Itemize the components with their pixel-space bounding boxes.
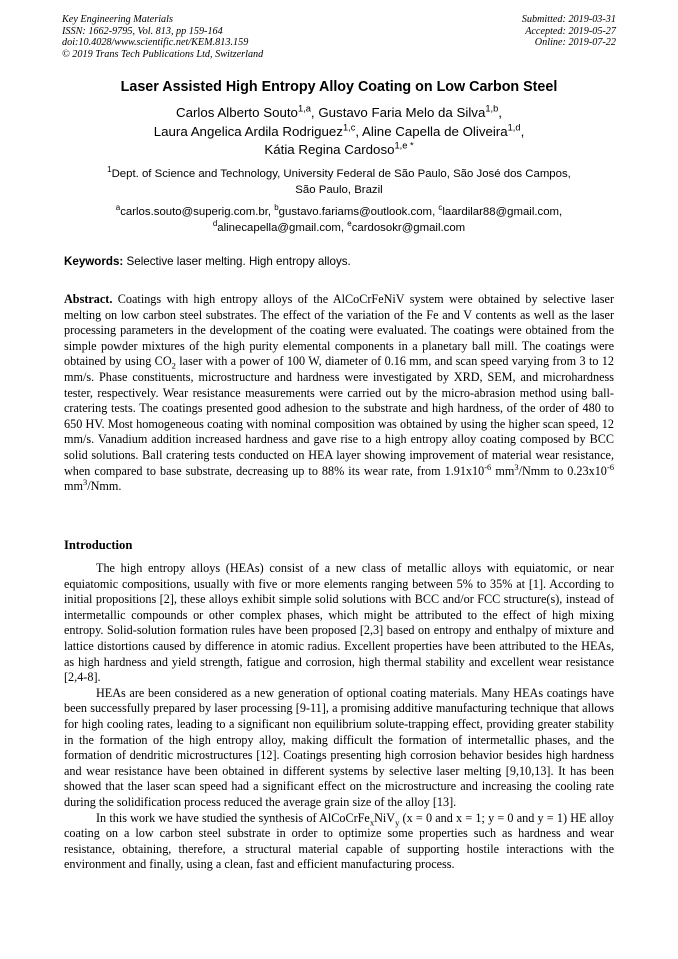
affiliation-mark: 1	[107, 165, 112, 175]
subscript: x	[369, 816, 375, 827]
email-link[interactable]: alinecapella@gmail.com	[217, 221, 341, 234]
author-affiliation-mark: 1,c	[342, 122, 356, 133]
online-date: Online: 2019-07-22	[534, 37, 616, 49]
paragraph-text: NiV	[374, 810, 396, 825]
author-name: Laura Angelica Ardila Rodriguez	[153, 123, 343, 139]
email-mark: d	[212, 218, 218, 228]
email-mark: a	[115, 203, 121, 213]
keywords-label: Keywords:	[64, 255, 124, 268]
doi-line: doi:10.4028/www.scientific.net/KEM.813.159	[62, 37, 249, 49]
author-name: Gustavo Faria Melo da Silva	[318, 105, 486, 120]
author-separator: ,	[498, 105, 502, 120]
affiliation-line: Dept. of Science and Technology, University Federal de São Paulo, São José dos Campos,	[111, 168, 571, 180]
abstract-text: /Nmm.	[87, 479, 122, 494]
paragraph	[64, 811, 614, 873]
paragraph: The high entropy alloys (HEAs) consist of a new class of metallic alloys with equiatomic, or near equiatomic compositions, usually with five or more elements ranging between 5% to 35% at [1]. According to initial propositions [2], these alloys exhibit simple solid solutions with BCC and/or FCC structure(s), instead of intermetallic compounds or other complex phases, which might be attributed to the effect of high mixing entropy. Solid-solution formation rules have been proposed [2,3] based on entropy and enthalpy of mixture and lattice distortions caused by difference in atomic radius. Excellent properties have been attributed to the HEAs, as high hardness and yield strength, fatigue and corrosion, high thermal stability and excellent wear resistance [2,4-8].	[64, 561, 614, 685]
email-link[interactable]: gustavo.fariams@outlook.com	[278, 206, 433, 218]
exponent: 3	[82, 477, 88, 488]
email-link[interactable]: cardosokr@gmail.com	[351, 221, 466, 234]
abstract-text: mm	[491, 463, 515, 478]
introduction-body	[64, 561, 614, 873]
issn-line: ISSN: 1662-9795, Vol. 813, pp 159-164	[62, 25, 223, 37]
author-affiliation-mark: 1,e *	[394, 140, 414, 151]
subscript: 2	[171, 360, 176, 371]
paper-title: Laser Assisted High Entropy Alloy Coating on Low Carbon Steel	[120, 79, 558, 95]
dates-header	[522, 14, 616, 49]
email-list: $^a$carlos.souto@superig.com.br, $^b$gustavo.fariams@outlook.com, $^c$laardilar88@gmail.com, $^d$alinecapella@gmail.com, $^e$cardosokr@gmail.com	[115, 203, 563, 234]
abstract-label: Abstract.	[64, 292, 113, 306]
author-name: Kátia Regina Cardoso	[264, 142, 395, 157]
email-link[interactable]: laardilar88@gmail.com	[442, 206, 560, 218]
journal-name: Key Engineering Materials	[62, 14, 173, 25]
accepted-date: Accepted: 2019-05-27	[525, 25, 616, 37]
paragraph-text: In this work we have studied the synthesis of AlCoCrFe	[96, 810, 370, 825]
submitted-date: Submitted: 2019-03-31	[521, 14, 616, 25]
email-mark: c	[438, 203, 443, 213]
abstract-text: /Nmm to 0.23x10	[518, 463, 607, 478]
abstract-text: mm	[64, 479, 83, 494]
journal-header	[62, 14, 263, 60]
keywords-text: Selective laser melting. High entropy alloys.	[126, 255, 351, 268]
exponent: -6	[606, 461, 614, 472]
copyright-line: © 2019 Trans Tech Publications Ltd, Switzerland	[62, 48, 264, 60]
exponent: -6	[484, 461, 492, 472]
subscript: y	[395, 816, 400, 827]
author-name: Carlos Alberto Souto	[176, 105, 298, 120]
author-affiliation-mark: 1,d	[507, 122, 521, 133]
paragraph-text: (x = 0 and x = 1; y = 0 and y = 1) HE alloy coating on a low carbon steel substrate in order to optimize some properties such as hardness and wear resistance, obtaining, therefore, a structural material capable of supporting hostile interactions with the environment and finally, using a clean, fast and efficient manufacturing process.	[64, 810, 615, 872]
affiliation-line: São Paulo, Brazil	[295, 183, 383, 196]
email-link[interactable]: carlos.souto@superig.com.br	[120, 206, 268, 218]
abstract	[64, 292, 614, 495]
author-separator: ,	[355, 123, 360, 139]
email-mark: e	[347, 218, 352, 228]
author-separator: ,	[310, 105, 315, 120]
affiliation	[60, 167, 618, 198]
abstract-text: Coatings with high entropy alloys of the AlCoCrFeNiV system were obtained by selective laser melting on low carbon steel substrates. The effect of the variation of the Fe and V contents as well as the laser processing parameters in the development of the coating were evaluated. The coatings were obtained from the simple powder mixtures of the high purity elemental components in a planetary ball mill. The coatings were obtained by using CO	[64, 292, 615, 369]
keywords	[64, 255, 620, 268]
author-name: Aline Capella de Oliveira	[362, 123, 508, 139]
email-mark: b	[274, 203, 279, 213]
paragraph: HEAs are been considered as a new generation of optional coating materials. Many HEAs coatings have been successfully prepared by laser processing [9-11], a promising additive manufacturing technique that allows for high cooling rates, leading to a significant non equilibrium solute-trapping effect, providing greater stability in the formation of the high entropy alloy, making difficult the formation of intermetallic phases, and the formation of dendritic microstructures [12]. Coatings presenting high corrosion behavior besides high hardness and wear resistance have been obtained in different systems by selective laser melting [9,10,13]. It has been showed that the laser scan speed had a significant effect on the microstructure and increasing the cooling rate during the solidification process reduced the average grain size of the alloy [13].	[64, 685, 614, 809]
section-heading: Introduction	[64, 538, 133, 552]
author-affiliation-mark: 1,a	[297, 103, 311, 114]
exponent: 3	[514, 461, 519, 472]
author-list	[40, 104, 638, 160]
abstract-text: laser with a power of 100 W, diameter of 0.16 mm, and scan speed varying from 3 to 12 mm/s. Phase constituents, microstructure and hardness were investigated by XRD, SEM, and microhardness tester, respectively. Wear resistance measurements were carried out by the micro-abrasion method using ball-cratering tests. The coatings presented good adhesion to the substrate and high hardness, of the order of 480 to 650 HV. Most homogeneous coating with nominal composition was obtained by using the higher scan speed, 12 mm/s. Vanadium addition increased hardness and gave rise to a high entropy alloy coating composed by BCC solid solutions. Ball cratering tests conducted on HEA layer showing improvement of material wear resistance, when compared to base substrate, decreasing up to 88% its wear rate, from 1.91x10	[64, 354, 614, 478]
author-separator: ,	[520, 123, 525, 139]
author-affiliation-mark: 1,b	[485, 103, 499, 114]
